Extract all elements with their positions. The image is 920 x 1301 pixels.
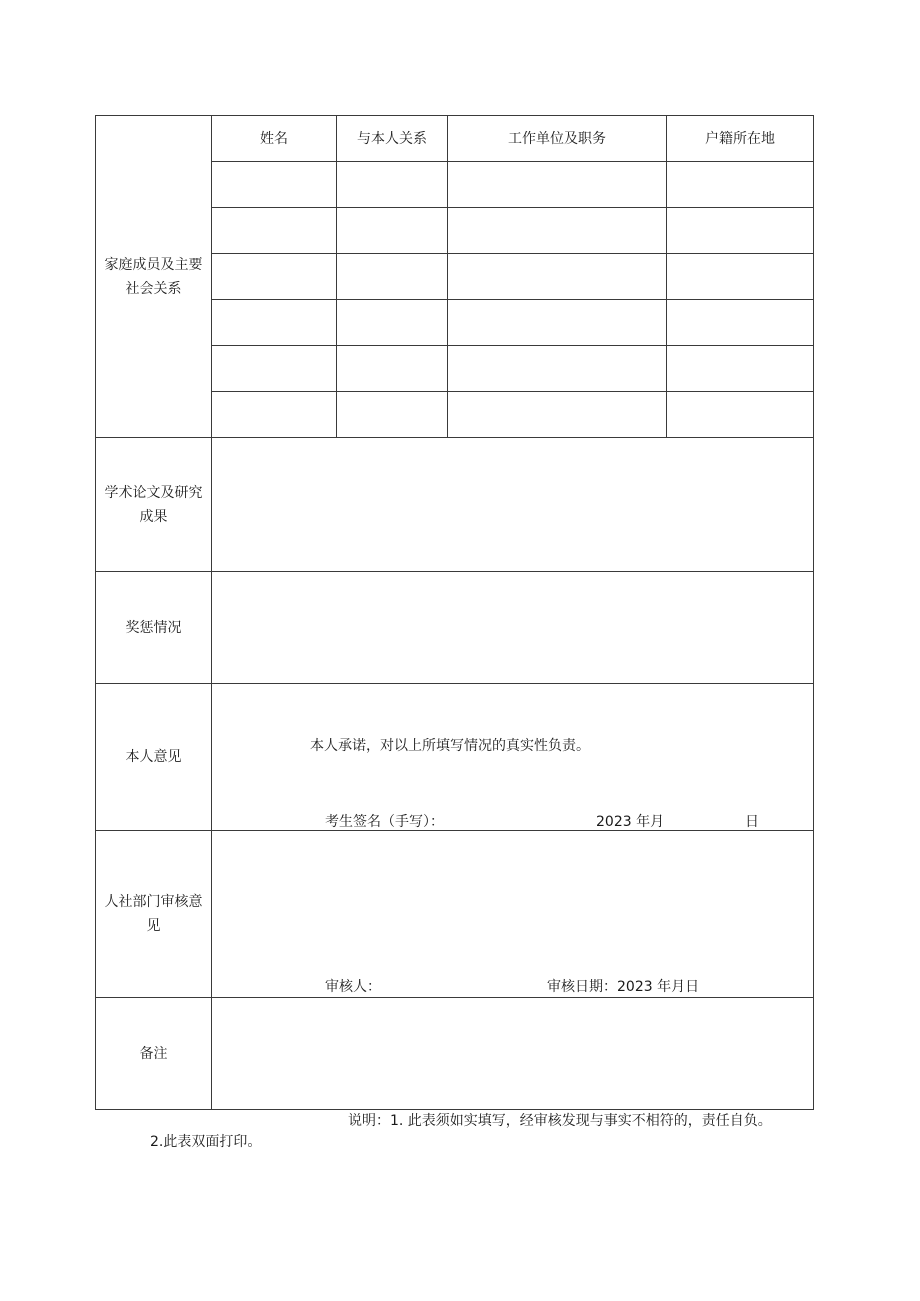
- family-registration-cell[interactable]: [667, 208, 814, 254]
- family-employer-cell[interactable]: [448, 392, 667, 438]
- opinion-row: [96, 684, 814, 831]
- rewards-section-label: 奖惩情况: [96, 572, 212, 684]
- review-row: [96, 831, 814, 998]
- remarks-content-area[interactable]: [212, 998, 814, 1110]
- family-employer-cell[interactable]: [448, 346, 667, 392]
- family-section-label: [96, 116, 212, 438]
- papers-row: [96, 438, 814, 572]
- family-label-line2: 社会关系: [125, 280, 182, 297]
- family-header-row: [96, 116, 814, 162]
- family-registration-cell[interactable]: [667, 392, 814, 438]
- rewards-row: [96, 572, 814, 684]
- family-relationship-cell[interactable]: [337, 162, 448, 208]
- family-employer-cell[interactable]: [448, 208, 667, 254]
- remarks-section-label: 备注: [96, 998, 212, 1110]
- signature-date-year-month: 2023 年月: [596, 814, 665, 830]
- family-name-cell[interactable]: [212, 300, 337, 346]
- review-section-label: [96, 831, 212, 998]
- family-name-cell[interactable]: [212, 162, 337, 208]
- family-employer-cell[interactable]: [448, 300, 667, 346]
- family-name-cell[interactable]: [212, 208, 337, 254]
- family-relationship-cell[interactable]: [337, 392, 448, 438]
- application-form-table: [95, 115, 814, 1110]
- family-name-cell[interactable]: [212, 254, 337, 300]
- header-employer-position: 工作单位及职务: [448, 116, 667, 162]
- review-label-line1: 人社部门审核意: [104, 894, 203, 910]
- family-name-cell[interactable]: [212, 392, 337, 438]
- family-registration-cell[interactable]: [667, 346, 814, 392]
- family-registration-cell[interactable]: [667, 300, 814, 346]
- instructions-note-line2: 2.此表双面打印。: [150, 1134, 262, 1150]
- papers-label-line2: 成果: [139, 508, 168, 525]
- family-relationship-cell[interactable]: [337, 346, 448, 392]
- remarks-row: [96, 998, 814, 1110]
- family-name-cell[interactable]: [212, 346, 337, 392]
- papers-section-label: [96, 438, 212, 572]
- opinion-content-area[interactable]: [212, 684, 814, 831]
- candidate-signature-label: 考生签名（手写）：: [325, 814, 444, 830]
- papers-label-line1: 学术论文及研究: [104, 484, 203, 501]
- header-name: 姓名: [212, 116, 337, 162]
- promise-statement: 本人承诺，对以上所填写情况的真实性负责。: [310, 738, 590, 754]
- review-content-area[interactable]: [212, 831, 814, 998]
- signature-date-day: 日: [745, 814, 759, 830]
- family-label-line1: 家庭成员及主要: [104, 256, 203, 273]
- family-relationship-cell[interactable]: [337, 254, 448, 300]
- family-employer-cell[interactable]: [448, 254, 667, 300]
- header-relationship: 与本人关系: [337, 116, 448, 162]
- family-relationship-cell[interactable]: [337, 300, 448, 346]
- family-registration-cell[interactable]: [667, 254, 814, 300]
- family-employer-cell[interactable]: [448, 162, 667, 208]
- header-household-registration: 户籍所在地: [667, 116, 814, 162]
- papers-content-area[interactable]: [212, 438, 814, 572]
- instructions-note-line1: 说明：1. 此表须如实填写，经审核发现与事实不相符的，责任自负。: [348, 1113, 772, 1129]
- review-label-line2: 见: [146, 918, 161, 934]
- review-date-label: 审核日期：2023 年月日: [547, 979, 700, 995]
- family-registration-cell[interactable]: [667, 162, 814, 208]
- family-relationship-cell[interactable]: [337, 208, 448, 254]
- rewards-content-area[interactable]: [212, 572, 814, 684]
- reviewer-label: 审核人：: [325, 979, 381, 995]
- opinion-section-label: 本人意见: [96, 684, 212, 831]
